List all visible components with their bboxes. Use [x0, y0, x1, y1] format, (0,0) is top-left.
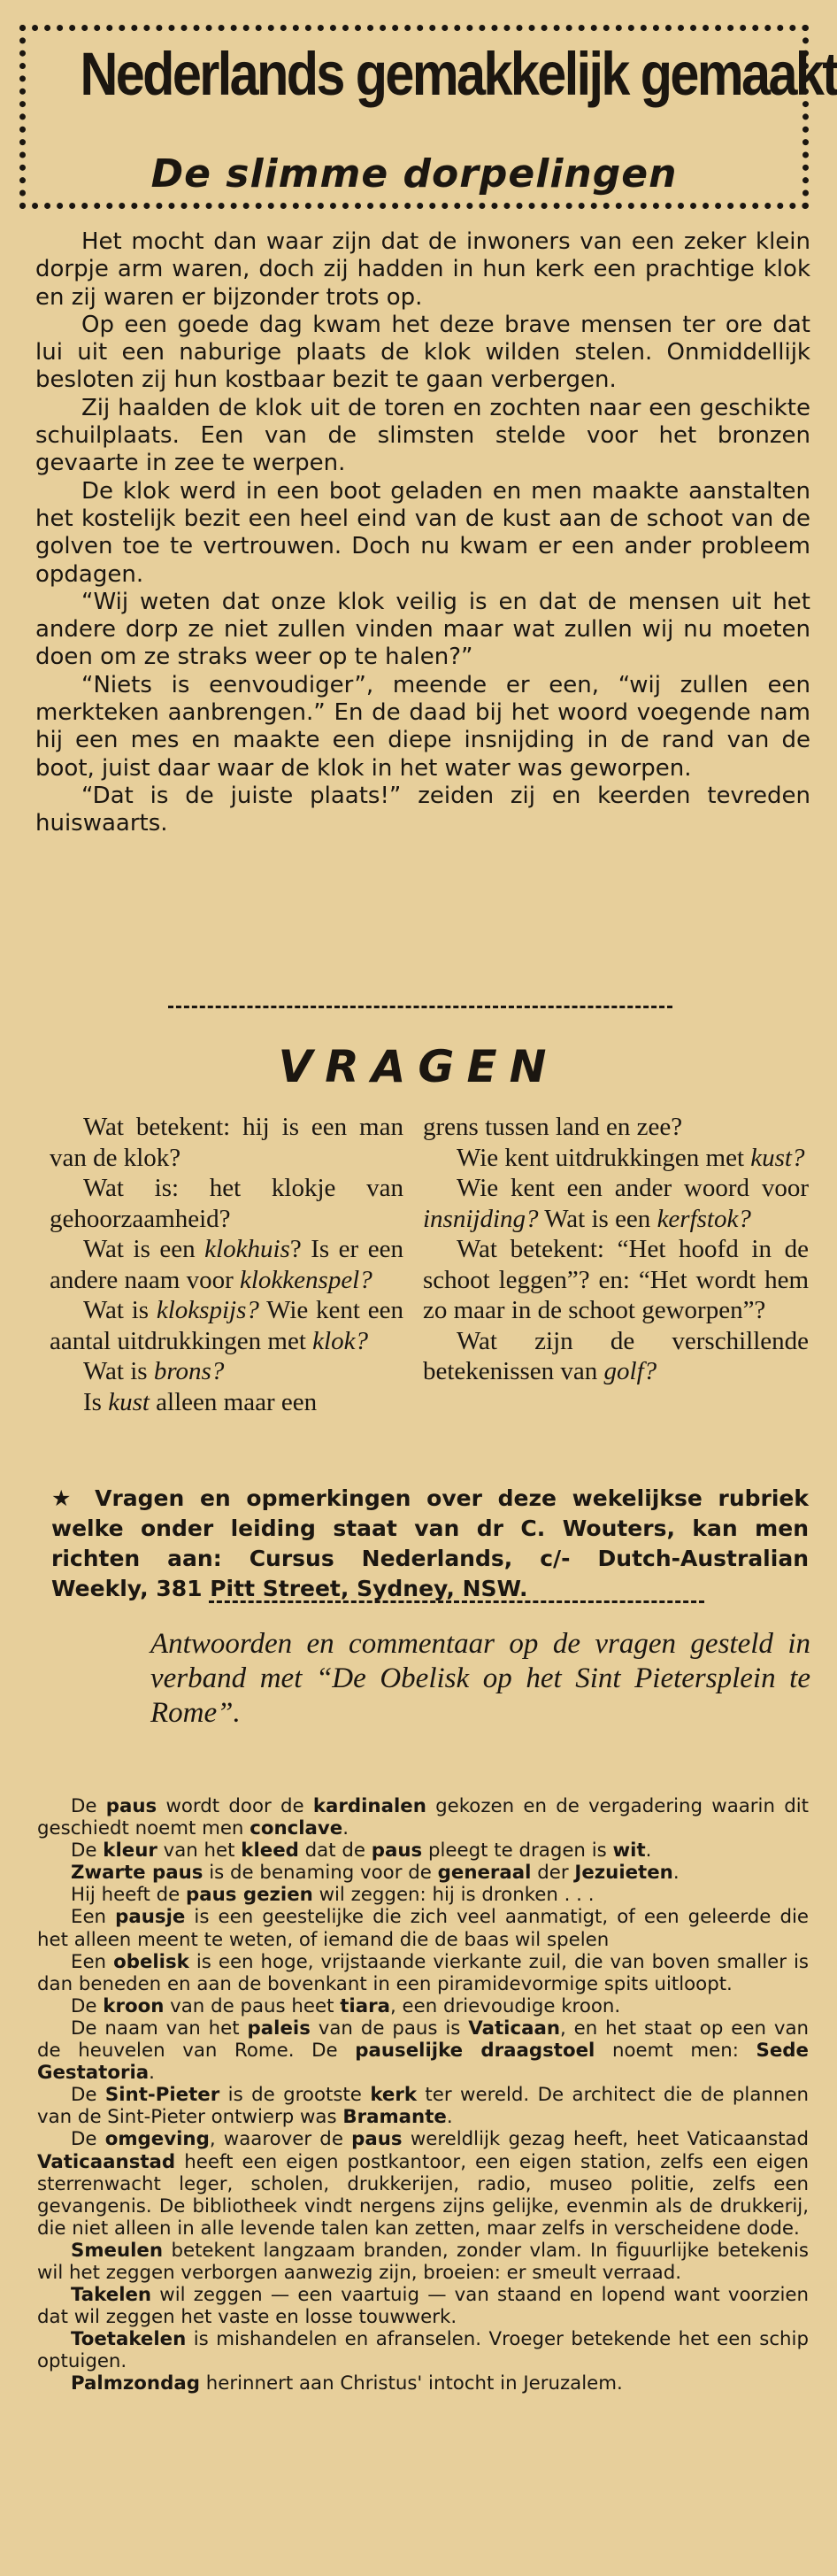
question: Wat zijn de verschillende betekenissen van golf?	[423, 1326, 809, 1385]
question: Wie kent een ander woord voor insnijding? Wat is een kerfstok?	[423, 1174, 809, 1233]
section-heading-vragen: VRAGEN	[278, 1041, 559, 1092]
answer-paragraph: De naam van het paleis van de paus is Vaticaan, en het staat op een van de heuvelen van Rome. De pauselijke draagstoel noemt men: Sede Gestatoria.	[37, 2017, 809, 2085]
answer-paragraph: Een pausje is een geestelijke die zich veel aanmatigt, of een geleerde die het alleen meent te weten, of iemand die de baas wil spelen	[37, 1906, 810, 1951]
answer-paragraph: Palmzondag herinnert aan Christus' intocht in Jeruzalem.	[71, 2372, 623, 2395]
question: Wat betekent: “Het hoofd in de schoot leggen”? en: “Het wordt hem zo maar in de schoot geworpen”?	[423, 1235, 809, 1324]
answer-paragraph: Een obelisk is een hoge, vrijstaande vierkante zuil, die van boven smaller is dan beneden en aan de bovenkant in een piramidevormige spits uitloopt.	[37, 1950, 809, 1995]
answer-paragraph: Smeulen betekent langzaam branden, zonder vlam. In figuurlijke betekenis wil het zeggen verborgen aanwezig zijn, broeien: er smeult verraad.	[37, 2239, 809, 2284]
answer-paragraph: Toetakelen is mishandelen en afranselen. Vroeger betekende het een schip optuigen.	[37, 2328, 809, 2373]
answer-paragraph: Zwarte paus is de benaming voor de generaal der Jezuieten.	[71, 1862, 680, 1885]
questions-column-right	[423, 1112, 809, 1387]
answer-paragraph: De kleur van het kleed dat de paus pleegt te dragen is wit.	[71, 1839, 652, 1863]
story-paragraph: Het mocht dan waar zijn dat de inwoners van een zeker klein dorpje arm waren, doch zij hadden in hun kerk een prachtige klok en zij waren er bijzonder trots op.	[35, 228, 810, 311]
question: Wie kent uitdrukkingen met kust?	[457, 1143, 805, 1172]
answer-paragraph: De omgeving, waarover de paus wereldlijk gezag heeft, heet Vaticaanstad Vaticaanstad heeft een eigen postkantoor, een eigen station, zelfs een eigen sterrenwacht leger, scholen, drukkerijen, radio, museo politie, zelfs een gevangenis. De bibliotheek vindt nergens zijns gelijke, evenmin als de drukkerij, die niet alleen in alle levende talen kan zetten, maar zelfs in verscheidene dode.	[37, 2128, 809, 2240]
question: Wat betekent: hij is een man van de klok?	[50, 1113, 403, 1172]
answer-paragraph: De paus wordt door de kardinalen gekozen en de vergadering waarin dit geschiedt noemt men conclave.	[37, 1795, 809, 1840]
answers-intro: Antwoorden en commentaar op de vragen gesteld in verband met “De Obelisk op het Sint Pietersplein te Rome”.	[150, 1628, 810, 1729]
divider	[209, 1600, 704, 1603]
question: Wat is brons?	[83, 1357, 225, 1385]
answer-paragraph: Takelen wil zeggen — een vaartuig — van staand en lopend want voorzien dat wil zeggen het vaste en losse touwwerk.	[37, 2284, 809, 2329]
story-text	[35, 228, 810, 838]
story-paragraph: “Niets is eenvoudiger”, meende er een, “wij zullen een merkteken aanbrengen.” En de daad bij het woord voegende nam hij een mes en maakte een diepe insnijding in de rand van de boot, juist daar waar de klok in het water was geworpen.	[35, 671, 810, 782]
page-title: Nederlands gemakkelijk gemaakt	[80, 40, 837, 108]
story-paragraph: “Dat is de juiste plaats!” zeiden zij en keerden tevreden huiswaarts.	[35, 782, 810, 837]
story-paragraph: “Wij weten dat onze klok veilig is en dat de mensen uit het andere dorp ze niet zullen vinden maar wat zullen wij nu moeten doen om ze straks weer op te halen?”	[35, 588, 810, 671]
title-box	[19, 25, 837, 209]
article-title: De slimme dorpelingen	[150, 151, 678, 197]
question: Is kust alleen maar een	[83, 1387, 318, 1416]
questions-column-left	[50, 1112, 403, 1417]
answer-paragraph: De kroon van de paus heet tiara, een drievoudige kroon.	[71, 1994, 621, 2017]
answer-paragraph: Hij heeft de paus gezien wil zeggen: hij is dronken . . .	[71, 1884, 595, 1907]
question: grens tussen land en zee?	[423, 1113, 683, 1141]
question: Wat is klokspijs? Wie kent een aantal uitdrukkingen met klok?	[50, 1296, 403, 1355]
story-paragraph: De klok werd in een boot geladen en men maakte aanstalten het kostelijk bezit een heel eind van de kust aan de schoot van de golven toe te vertrouwen. Doch nu kwam er een ander probleem opdagen.	[35, 477, 810, 588]
answer-paragraph: De Sint-Pieter is de grootste kerk ter wereld. De architect die de plannen van de Sint-Pieter ontwierp was Bramante.	[37, 2084, 809, 2129]
question: Wat is een klokhuis? Is er een andere naam voor klokkenspel?	[50, 1235, 403, 1294]
question: Wat is: het klokje van gehoorzaamheid?	[50, 1174, 403, 1233]
divider	[168, 1006, 672, 1008]
answers-list	[37, 1795, 809, 2395]
story-paragraph: Zij haalden de klok uit de toren en zochten naar een geschikte schuilplaats. Een van de slimsten stelde voor het bronzen gevaarte in zee te werpen.	[35, 394, 810, 477]
story-paragraph: Op een goede dag kwam het deze brave mensen ter ore dat lui uit een naburige plaats de klok wilden stelen. Onmiddellijk besloten zij hun kostbaar bezit te gaan verbergen.	[35, 311, 810, 394]
contact-notice: ★ Vragen en opmerkingen over deze wekelijkse rubriek welke onder leiding staat van dr C. Wouters, kan men richten aan: Cursus Nederlands, c/- Dutch-Australian Weekly, 381 Pitt Street, Sydney, NSW.	[51, 1485, 809, 1601]
